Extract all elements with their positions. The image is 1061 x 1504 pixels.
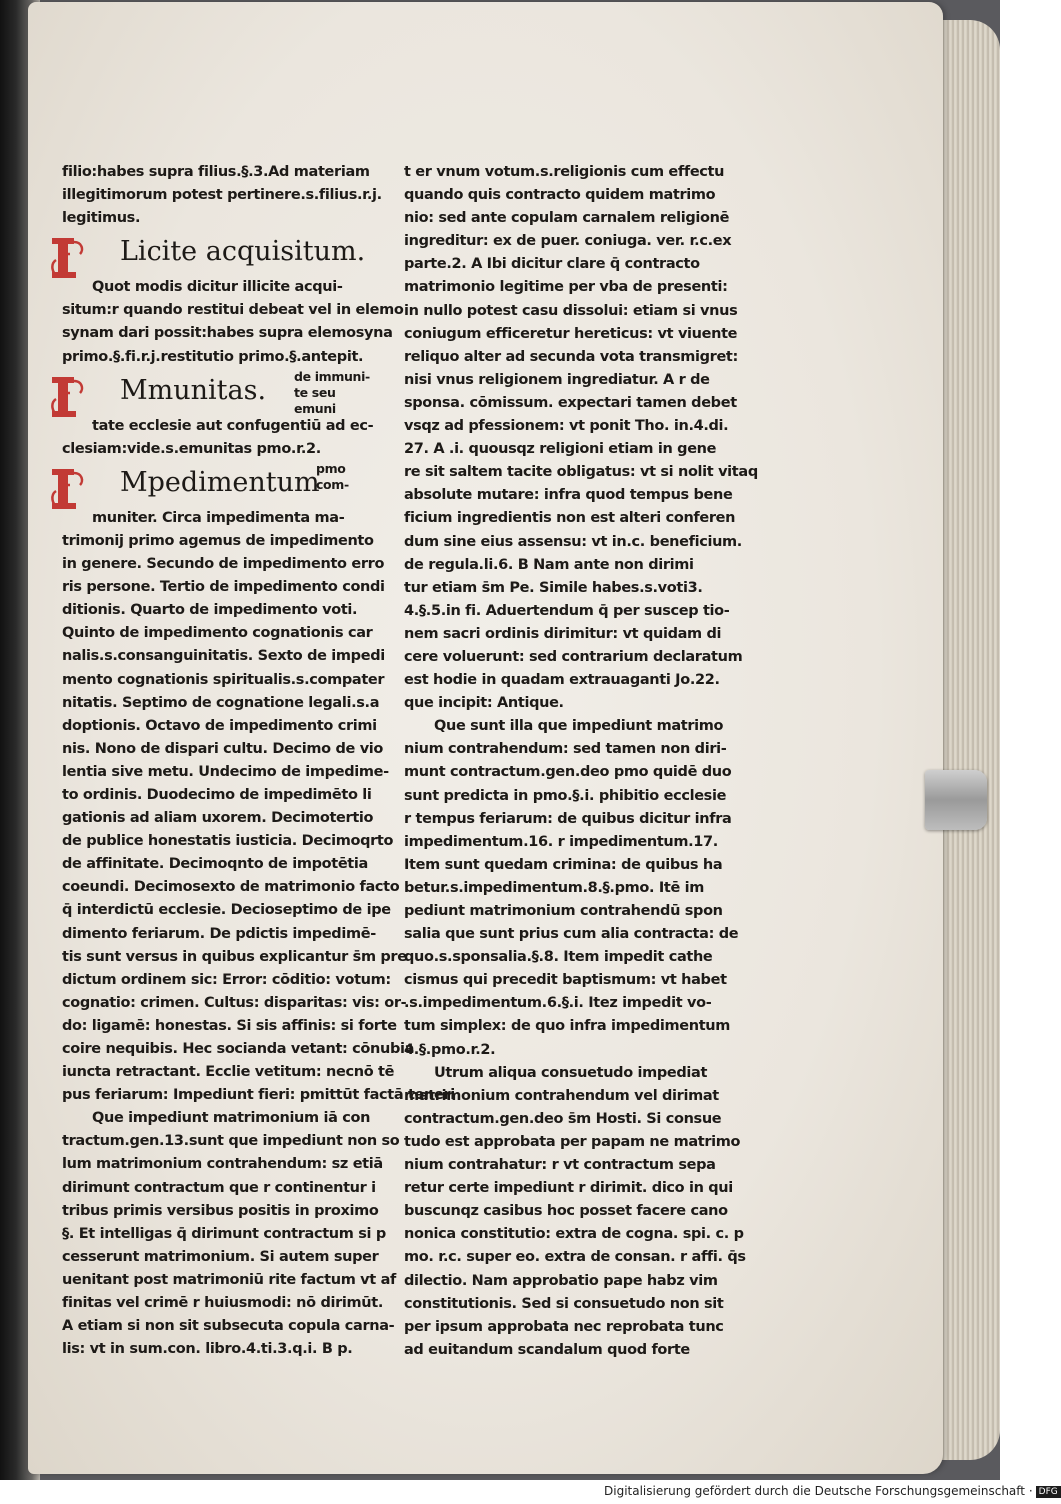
text-line: buscunqz casibus hoc posset facere cano: [404, 1203, 728, 1220]
text-line: ad euitandum scandalum quod forte: [404, 1341, 690, 1358]
text-line: muniter. Circa impedimenta ma-: [92, 509, 345, 526]
text-line: dum sine eius assensu: vt in.c. beneficium.: [404, 533, 742, 550]
text-line: in nullo potest casu dissolui: etiam si vnus: [404, 302, 738, 319]
page-clip: [925, 770, 987, 830]
text-line: contractum.gen.deo s̄m Hosti. Si consue: [404, 1110, 722, 1127]
text-line: doptionis. Octavo de impedimento crimi: [62, 717, 377, 734]
text-line: situm:r quando restitui debeat vel in elemo: [62, 302, 404, 319]
text-line: trimonij primo agemus de impedimento: [62, 532, 374, 549]
entry-heading-impedimentum: [62, 461, 380, 507]
text-line: uenitant post matrimoniū rite factum vt af: [62, 1271, 396, 1288]
text-line: impedimentum.16. r impedimentum.17.: [404, 833, 718, 850]
text-line: nium contrahendum: sed tamen non diri-: [404, 741, 727, 758]
marginal-note: de immuni-: [294, 368, 370, 384]
text-line: q̄ interdictū ecclesie. Decioseptimo de ipe: [62, 902, 391, 919]
text-line: tribus primis versibus positis in proximo: [62, 1202, 379, 1219]
entry-title: Mpedimentum: [120, 466, 320, 498]
text-line: re sit saltem tacite obligatus: vt si nolit vitaq: [404, 464, 758, 481]
text-line: cesserunt matrimonium. Si autem super: [62, 1248, 379, 1265]
text-line: sponsa. cōmissum. expectari tamen debet: [404, 394, 737, 411]
text-line: est hodie in quadam extrauaganti Jo.22.: [404, 672, 720, 689]
text-line: nitatis. Septimo de cognatione legali.s.a: [62, 694, 380, 711]
text-line: vsqz ad pfessionem: vt ponit Tho. in.4.di.: [404, 418, 729, 435]
text-line: pediunt matrimonium contrahendū spon: [404, 903, 723, 919]
text-line: salia que sunt prius cum alia contracta: de: [404, 926, 739, 943]
entry-title: Licite acquisitum.: [120, 236, 366, 268]
text-line: Item sunt quedam crimina: de quibus ha: [404, 856, 723, 873]
text-line: Utrum aliqua consuetudo impediat: [434, 1064, 708, 1081]
text-line: synam dari possit:habes supra elemosyna: [62, 325, 393, 342]
text-line: primo.§.fi.r.j.restitutio primo.§.antepit.: [62, 348, 364, 365]
text-line: ditionis. Quarto de impedimento voti.: [62, 602, 358, 619]
text-line: Que impediunt matrimonium iā con: [92, 1110, 371, 1127]
text-line: legitimus.: [62, 210, 141, 227]
text-line: t er vnum votum.s.religionis cum effectu: [404, 164, 725, 180]
text-line: lum matrimonium contrahendum: sz etiā: [62, 1156, 383, 1173]
text-line: nem sacri ordinis dirimitur: vt quidam di: [404, 625, 722, 642]
footer-credit: [604, 1484, 1061, 1498]
footer-text: Digitalisierung gefördert durch die Deutsche Forschungsgemeinschaft ·: [604, 1484, 1033, 1498]
text-line: nalis.s.consanguinitatis. Sexto de impedi: [62, 648, 385, 665]
entry-title: Mmunitas.: [120, 374, 267, 406]
text-line: matrimonium contrahendum vel dirimat: [404, 1087, 719, 1104]
text-line: A etiam si non sit subsecuta copula carna-: [62, 1318, 395, 1335]
marginal-note: pmo: [316, 460, 346, 476]
text-line: reliquo alter ad secunda vota transmigret:: [404, 348, 738, 365]
text-line: per ipsum approbata nec reprobata tunc: [404, 1318, 724, 1335]
entry-heading-immunitas: [62, 369, 380, 415]
text-line: do: ligamē: honestas. Si sis affinis: si forte: [62, 1017, 397, 1034]
text-line: tudo est approbata per papam ne matrimo: [404, 1133, 741, 1150]
text-line: quando quis contracto quidem matrimo: [404, 187, 716, 204]
text-line: ficium ingredientis non est alteri conferen: [404, 510, 736, 527]
text-line: sunt predicta in pmo.§.i. phibitio ecclesie: [404, 787, 727, 804]
text-line: que incipit: Antique.: [404, 695, 564, 712]
text-line: ris persone. Tertio de impedimento condi: [62, 579, 385, 596]
text-line: dirimunt contractum que r continentur i: [62, 1179, 376, 1196]
text-line: pus feriarum: Impediunt fieri: pmittūt factā teneri: [62, 1087, 455, 1104]
marginal-note: te seu emuni: [294, 384, 336, 416]
text-line: Quot modis dicitur illicite acqui-: [92, 279, 343, 296]
text-line: .s.impedimentum.6.§.i. Itez impedit vo-: [404, 995, 712, 1012]
text-line: §. Et intelligas q̄ dirimunt contractum si p: [62, 1225, 386, 1242]
text-line: tum simplex: de quo infra impedimentum: [404, 1018, 731, 1035]
red-initial-i-icon: [48, 234, 88, 282]
text-line: iuncta retractant. Ecclie vetitum: necnō tē: [62, 1064, 395, 1081]
text-line: 4.§.pmo.r.2.: [404, 1041, 496, 1058]
text-line: cismus qui precedit baptismum: vt habet: [404, 972, 727, 989]
text-line: coire nequibis. Hec socianda vetant: cōnubia: [62, 1041, 415, 1057]
text-line: Quinto de impedimento cognationis car: [62, 625, 373, 642]
text-line: tis sunt versus in quibus explicantur s̄m pre: [62, 948, 407, 965]
text-line: mo. r.c. super eo. extra de consan. r affi. q̄s: [404, 1249, 746, 1266]
marginal-note: com-: [316, 476, 349, 492]
red-initial-i-icon: [48, 373, 88, 421]
text-line: nisi vnus religionem ingrediatur. A r de: [404, 371, 710, 388]
text-line: mento cognationis spiritualis.s.compater: [62, 671, 385, 688]
text-line: 27. A .i. quousqz religioni etiam in gene: [404, 441, 717, 458]
text-line: betur.s.impedimentum.8.§.pmo. Itē im: [404, 879, 705, 896]
text-line: gationis ad aliam uxorem. Decimotertio: [62, 810, 374, 827]
text-line: ingreditur: ex de puer. coniuga. ver. r.c.ex: [404, 233, 732, 250]
text-line: nis. Nono de dispari cultu. Decimo de vio: [62, 740, 384, 757]
text-line: munt contractum.gen.deo pmo quidē duo: [404, 764, 732, 781]
text-line: absolute mutare: infra quod tempus bene: [404, 487, 733, 504]
text-line: filio:habes supra filius.§.3.Ad materiam: [62, 164, 370, 180]
text-line: de publice honestatis iusticia. Decimoqrto: [62, 833, 394, 850]
text-line: dilectio. Nam approbatio pape habz vim: [404, 1272, 718, 1289]
text-line: in genere. Secundo de impedimento erro: [62, 556, 385, 573]
text-line: Que sunt illa que impediunt matrimo: [434, 718, 724, 735]
text-line: finitas vel crimē r huiusmodi: nō dirimūt.: [62, 1295, 383, 1312]
red-initial-i-icon: [48, 465, 88, 513]
text-line: nonica constitutio: extra de cogna. spi. c. p: [404, 1226, 744, 1243]
text-line: quo.s.sponsalia.§.8. Item impedit cathe: [404, 949, 713, 966]
text-line: dimento feriarum. De pdictis impedimē-: [62, 925, 376, 942]
text-line: parte.2. A Ibi dicitur clare q̄ contracto: [404, 256, 700, 273]
text-line: lentia sive metu. Undecimo de impedime-: [62, 763, 389, 780]
text-line: constitutionis. Sed si consuetudo non sit: [404, 1295, 724, 1312]
text-line: clesiam:vide.s.emunitas pmo.r.2.: [62, 440, 321, 457]
text-line: matrimonio legitime per vba de presenti:: [404, 279, 728, 296]
text-line: 4.§.5.in fi. Aduertendum q̄ per suscep tio-: [404, 602, 730, 619]
text-line: r tempus feriarum: de quibus dicitur infra: [404, 810, 732, 827]
text-line: tur etiam s̄m Pe. Simile habes.s.voti3.: [404, 579, 703, 596]
text-line: lis: vt in sum.con. libro.4.ti.3.q.i. B p.: [62, 1341, 353, 1358]
text-line: to ordinis. Duodecimo de impedimēto li: [62, 786, 372, 803]
entry-heading-illicite: [62, 230, 380, 276]
text-line: nio: sed ante copulam carnalem religionē: [404, 210, 730, 227]
text-line: coeundi. Decimosexto de matrimonio facto: [62, 879, 400, 896]
text-line: dictum ordinem sic: Error: cōditio: votum:: [62, 971, 391, 988]
text-line: coniugum efficeretur hereticus: vt viuente: [404, 325, 738, 342]
text-line: tate ecclesie aut confugentiū ad ec-: [92, 417, 374, 434]
right-column: [404, 161, 758, 1362]
text-line: de regula.li.6. B Nam ante non dirimi: [404, 556, 694, 573]
text-line: illegitimorum potest pertinere.s.filius.r.j.: [62, 187, 382, 204]
text-line: de affinitate. Decimoqnto de impotētia: [62, 856, 368, 873]
text-line: retur certe impediunt r dirimit. dico in qui: [404, 1180, 733, 1197]
text-line: cere voluerunt: sed contrarium declaratum: [404, 648, 743, 665]
text-line: nium contrahatur: r vt contractum sepa: [404, 1157, 716, 1174]
text-line: tractum.gen.13.sunt que impediunt non so: [62, 1133, 400, 1150]
text-line: cognatio: crimen. Cultus: disparitas: vis: or-: [62, 994, 407, 1011]
dfg-logo: DFG: [1036, 1486, 1061, 1498]
